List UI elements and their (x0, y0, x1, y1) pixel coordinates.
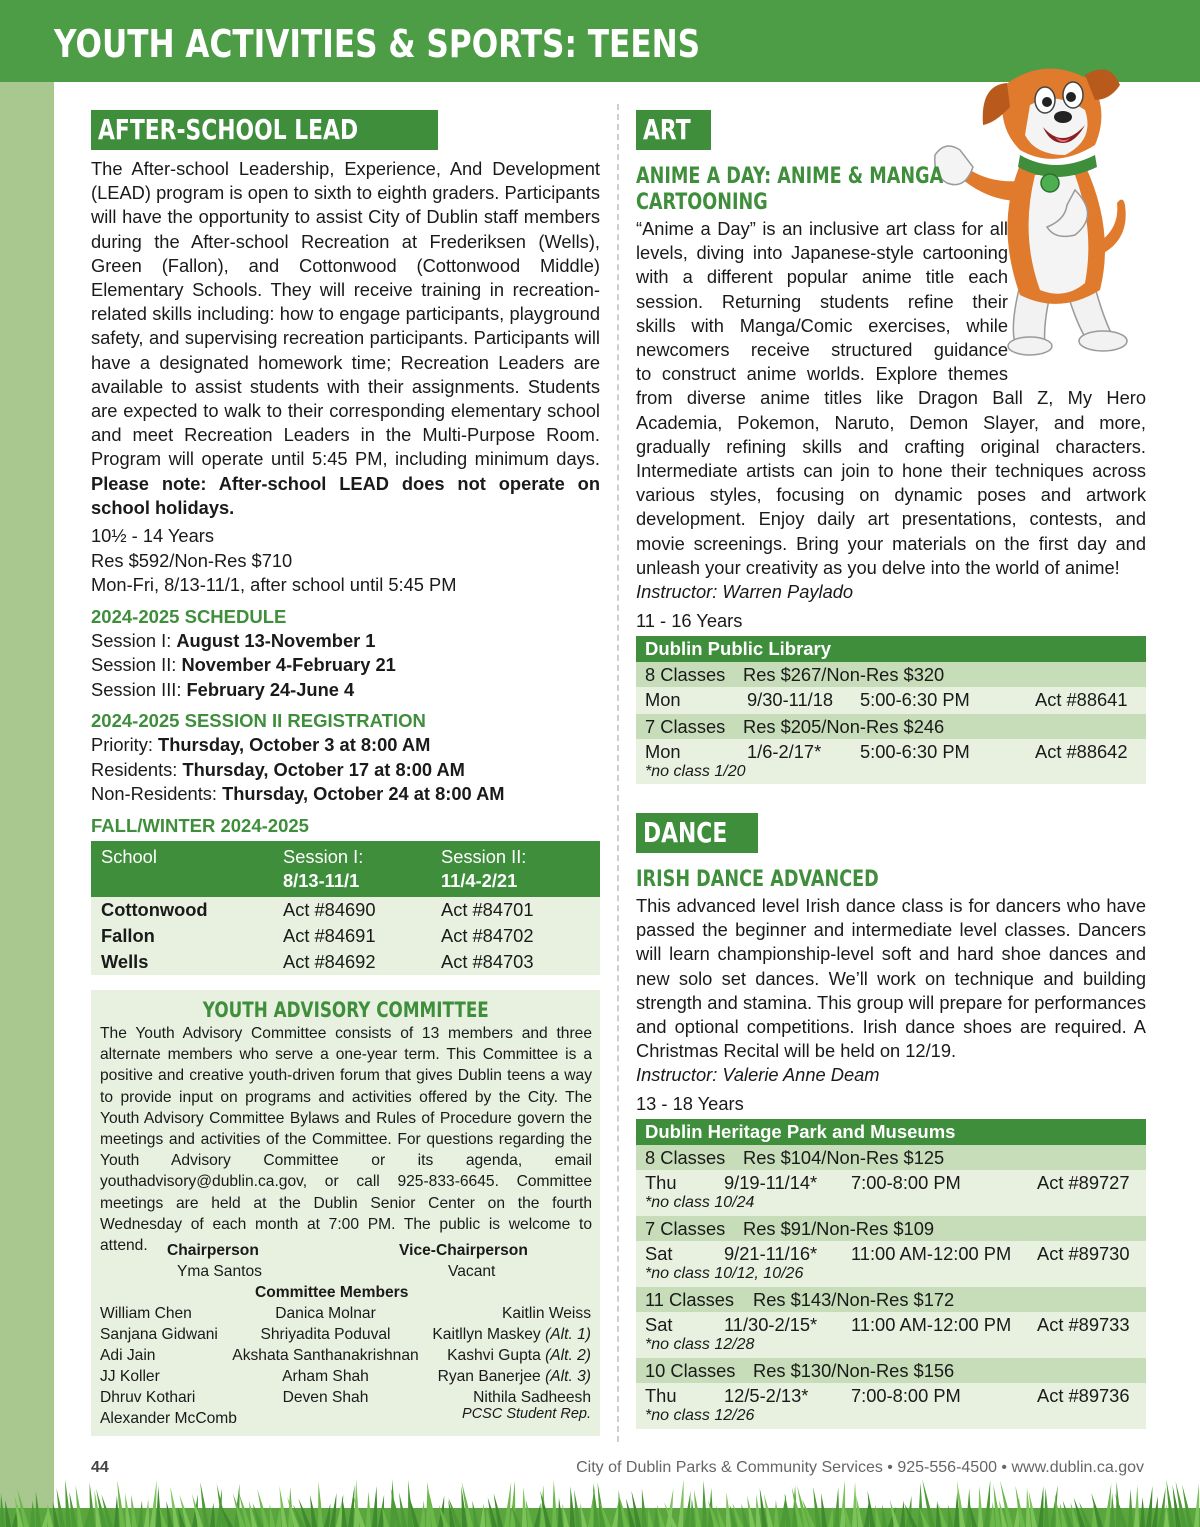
registration-heading: 2024-2025 SESSION II REGISTRATION (91, 710, 426, 732)
class-count: 8 Classes (645, 664, 726, 686)
price-row (636, 1358, 1146, 1383)
col-session-2: Session II: (441, 845, 527, 867)
vice-chair-name: Vacant (448, 1263, 496, 1280)
table-row (91, 923, 600, 949)
location-header: Dublin Heritage Park and Museums (636, 1119, 1146, 1145)
class-dates: 1/6-2/17* (747, 741, 822, 763)
class-day: Sat (645, 1314, 673, 1336)
grass-blade (1044, 1488, 1049, 1527)
footer-contact: City of Dublin Parks & Community Services • 925-556-4500 • www.dublin.ca.gov (576, 1459, 1144, 1476)
class-time: 11:00 AM-12:00 PM (851, 1314, 1012, 1336)
dance-instructor: Instructor: Valerie Anne Deam (636, 1064, 880, 1086)
class-time: 7:00-8:00 PM (851, 1385, 961, 1407)
col-session-1-dates: 8/13-11/1 (283, 869, 360, 891)
member-name: Kashvi Gupta (Alt. 2) (447, 1347, 591, 1364)
member-name: Ryan Banerjee (Alt. 3) (437, 1368, 591, 1385)
class-day: Thu (645, 1385, 677, 1407)
class-price: Res $205/Non-Res $246 (743, 716, 945, 738)
chair-name: Yma Santos (177, 1263, 262, 1280)
activity-number: Act #88642 (1035, 741, 1128, 763)
left-strip (0, 82, 54, 1527)
session-row (636, 687, 1146, 714)
member-name: Adi Jain (100, 1347, 156, 1364)
grass-blade (522, 1487, 527, 1527)
class-price: Res $267/Non-Res $320 (743, 664, 945, 686)
desc-line: with a different popular anime title each (636, 266, 1008, 288)
member-name: Sanjana Gidwani (100, 1326, 218, 1343)
class-time: 7:00-8:00 PM (851, 1172, 961, 1194)
advisory-title: YOUTH ADVISORY COMMITTEE (202, 998, 489, 1022)
grass-blade (354, 1479, 359, 1527)
class-count: 8 Classes (645, 1147, 726, 1169)
class-dates: 9/30-11/18 (747, 689, 834, 711)
activity-number: Act #89733 (1037, 1314, 1130, 1336)
member-name: Akshata Santhanakrishnan (232, 1347, 419, 1364)
col-session-1: Session I: (283, 845, 364, 867)
grass-decoration (0, 1478, 1200, 1527)
dance-section (636, 813, 1146, 1429)
advisory-text: The Youth Advisory Committee consists of 13 members and three alternate members who serve a one-year term. This Committee is a positive and creative youth-driven forum that gives Dublin teens a way to provide input on programs and activities offered by the City. The Youth Advisory Committee Bylaws and Rules of Procedure govern the meetings and activities of the Committee. For questions regarding the Youth Advisory Committee or its agenda, email youthadvisory@dublin.ca.gov, or call 925-833-6645. Committee meetings are held at the Dublin Senior Center on the fourth Wednesday of each month at 7:00 PM. The public is welcome to attend. (100, 1025, 592, 1255)
desc-line: levels, diving into Japanese-style cartooning (636, 242, 1008, 264)
session-2-act: Act #84702 (441, 924, 534, 946)
grass-blade (1134, 1485, 1139, 1527)
lead-fee: Res $592/Non-Res $710 (91, 549, 293, 571)
member-name: Shriyadita Poduval (260, 1326, 391, 1343)
grass-blade (570, 1486, 575, 1527)
lead-ages: 10½ - 14 Years (91, 525, 214, 547)
grass-blade (372, 1486, 377, 1527)
page-number: 44 (91, 1459, 109, 1476)
grass-blade (678, 1479, 684, 1527)
class-dates: 12/5-2/13* (724, 1385, 809, 1407)
class-price: Res $143/Non-Res $172 (753, 1289, 955, 1311)
location-header: Dublin Public Library (636, 636, 1146, 662)
art-heading: ART (636, 110, 711, 150)
fall-winter-table (91, 841, 600, 975)
lead-description: The After-school Leadership, Experience, And Development (LEAD) program is open to sixth to eighth graders. Participants will have the opportunity to assist City of Dublin staff members during the After-school Recreation at Frederiksen (Wells), Green (Fallon), and Cottonwood (Cottonwood Middle) Elementary Schools. They will receive training in recreation-related skills including: how to engage participants, playground safety, and supervising recreation participants. Participants will have a designated homework time; Recreation Leaders are available to assist students with their assignments. Students are expected to walk to their corresponding elementary school and meet Recreation Leaders in the Multi-Purpose Room. Program will operate until 5:45 PM, including minimum days. Please note: After-school LEAD does not operate on school holidays. (91, 158, 600, 518)
vice-chair-label: Vice-Chairperson (399, 1242, 528, 1259)
price-row (636, 714, 1146, 739)
school-name: Cottonwood (101, 898, 208, 920)
class-note: *no class 12/26 (645, 1407, 755, 1425)
class-time: 11:00 AM-12:00 PM (851, 1243, 1012, 1265)
col-session-2-dates: 11/4-2/21 (441, 869, 518, 891)
activity-number: Act #89727 (1037, 1172, 1130, 1194)
anime-class-title-2: CARTOONING (636, 190, 768, 215)
grass-blade (918, 1483, 923, 1527)
price-row (636, 662, 1146, 687)
class-day: Mon (645, 689, 681, 711)
class-price: Res $130/Non-Res $156 (753, 1360, 955, 1382)
registration-list (91, 733, 600, 807)
member-name: Arham Shah (282, 1368, 369, 1385)
member-name: Nithila Sadheesh (473, 1389, 591, 1406)
class-count: 7 Classes (645, 716, 726, 738)
anime-description-narrow (636, 217, 1008, 386)
member-name: Dhruv Kothari (100, 1389, 196, 1406)
session-2-act: Act #84701 (441, 898, 534, 920)
irish-dance-description: This advanced level Irish dance class is for dancers who have passed the beginner and intermediate level classes. Dancers will learn championship-level soft and hard shoe dances and new solo set dances. We’ll work on technique and building strength and stamina. This group will prepare for performances and optional competitions. Irish dance shoes are required. A Christmas Recital will be held on 12/19. (636, 895, 1146, 1062)
dance-ages: 13 - 18 Years (636, 1092, 744, 1114)
class-note: *no class 12/28 (645, 1336, 755, 1354)
art-ages: 11 - 16 Years (636, 609, 743, 631)
activity-number: Act #89730 (1037, 1243, 1130, 1265)
art-section (636, 110, 1146, 784)
dance-heading: DANCE (636, 813, 758, 853)
price-row (636, 1287, 1146, 1312)
session-item: Session III: February 24-June 4 (91, 678, 355, 700)
grass-blade (1038, 1486, 1043, 1527)
pcsc-rep-label: PCSC Student Rep. (462, 1406, 591, 1422)
table-row (91, 897, 600, 923)
member-name: Kaitllyn Maskey (Alt. 1) (432, 1326, 591, 1343)
desc-line: skills with Manga/Comic exercises, while (636, 314, 1008, 336)
table-header (91, 841, 600, 897)
class-time: 5:00-6:30 PM (860, 689, 970, 711)
school-name: Fallon (101, 924, 155, 946)
class-day: Sat (645, 1243, 673, 1265)
fall-winter-heading: FALL/WINTER 2024-2025 (91, 814, 309, 836)
dance-class-table (636, 1119, 1146, 1429)
desc-line: newcomers receive structured guidance (636, 339, 1008, 361)
anime-class-title: ANIME A DAY: ANIME & MANGA (636, 164, 944, 189)
class-count: 10 Classes (645, 1360, 736, 1382)
member-name: Danica Molnar (275, 1305, 376, 1322)
registration-item: Non-Residents: Thursday, October 24 at 8:00 AM (91, 783, 505, 805)
price-row (636, 1145, 1146, 1170)
art-class-table (636, 636, 1146, 784)
session-1-act: Act #84692 (283, 950, 376, 972)
grass-blade (156, 1486, 161, 1527)
session-row (636, 1383, 1146, 1429)
youth-advisory-box (91, 990, 600, 1436)
member-name: Kaitlin Weiss (502, 1305, 591, 1322)
desc-line: session. Returning students refine their (636, 290, 1008, 312)
school-name: Wells (101, 950, 149, 972)
grass-blade (840, 1480, 845, 1527)
session-1-act: Act #84690 (283, 898, 376, 920)
grass-blade (702, 1480, 707, 1527)
class-day: Thu (645, 1172, 677, 1194)
class-price: Res $104/Non-Res $125 (743, 1147, 945, 1169)
session-row (636, 1170, 1146, 1216)
member-name: Alexander McComb (100, 1410, 237, 1427)
class-note: *no class 10/12, 10/26 (645, 1265, 804, 1283)
class-day: Mon (645, 741, 681, 763)
grass-blade (642, 1488, 647, 1527)
chair-label: Chairperson (167, 1242, 259, 1259)
class-price: Res $91/Non-Res $109 (743, 1218, 935, 1240)
session-2-act: Act #84703 (441, 950, 534, 972)
registration-item: Residents: Thursday, October 17 at 8:00 AM (91, 758, 465, 780)
price-row (636, 1216, 1146, 1241)
lead-section (91, 110, 600, 975)
session-item: Session II: November 4-February 21 (91, 654, 396, 676)
class-time: 5:00-6:30 PM (860, 741, 970, 763)
class-count: 11 Classes (645, 1289, 735, 1311)
grass-blade (552, 1480, 557, 1527)
class-dates: 9/19-11/14* (724, 1172, 818, 1194)
anime-description-rest: from diverse anime titles like Dragon Ball Z, My Hero Academia, Pokemon, Naruto, Demon Slayer, and more, gradually refining skills and crafting original characters. Intermediate artists can join to hone their techniques across various styles, focusing on dynamic poses and artwork development. Enjoy daily art presentations, contests, and movie screenings. Bring your materials on the first day and unleash your creativity as you delve into the world of anime! (636, 387, 1146, 578)
grass-blade (65, 1479, 71, 1527)
session-row (636, 739, 1146, 784)
irish-dance-title: IRISH DANCE ADVANCED (636, 867, 879, 892)
member-name: JJ Koller (100, 1368, 160, 1385)
class-note: *no class 1/20 (645, 763, 746, 781)
session-item: Session I: August 13-November 1 (91, 629, 376, 651)
art-instructor: Instructor: Warren Paylado (636, 581, 854, 603)
grass-blade (852, 1482, 857, 1527)
session-row (636, 1312, 1146, 1358)
desc-line: to construct anime worlds. Explore themes (636, 363, 1008, 385)
grass-blade (978, 1486, 983, 1527)
members-label: Committee Members (255, 1284, 409, 1301)
desc-line: “Anime a Day” is an inclusive art class for all (636, 218, 1008, 239)
page-title: YOUTH ACTIVITIES & SPORTS: TEENS (54, 22, 701, 66)
grass-blade (1194, 1483, 1199, 1527)
schedule-heading: 2024-2025 SCHEDULE (91, 605, 287, 627)
activity-number: Act #89736 (1037, 1385, 1130, 1407)
member-name: Deven Shah (282, 1389, 369, 1406)
column-divider (617, 104, 619, 1442)
grass-blade (834, 1487, 839, 1527)
class-dates: 9/21-11/16* (724, 1243, 818, 1265)
session-list (91, 629, 600, 703)
member-name: William Chen (100, 1305, 192, 1322)
col-school: School (101, 845, 157, 867)
session-row (636, 1241, 1146, 1287)
session-1-act: Act #84691 (283, 924, 376, 946)
registration-item: Priority: Thursday, October 3 at 8:00 AM (91, 734, 431, 756)
lead-heading: AFTER-SCHOOL LEAD (91, 110, 438, 150)
class-count: 7 Classes (645, 1218, 726, 1240)
class-note: *no class 10/24 (645, 1194, 755, 1212)
grass-blade (90, 1482, 95, 1527)
table-row (91, 949, 600, 975)
grass-blade (318, 1482, 323, 1527)
lead-days: Mon-Fri, 8/13-11/1, after school until 5:45 PM (91, 574, 457, 596)
class-dates: 11/30-2/15* (724, 1314, 818, 1336)
activity-number: Act #88641 (1035, 689, 1128, 711)
